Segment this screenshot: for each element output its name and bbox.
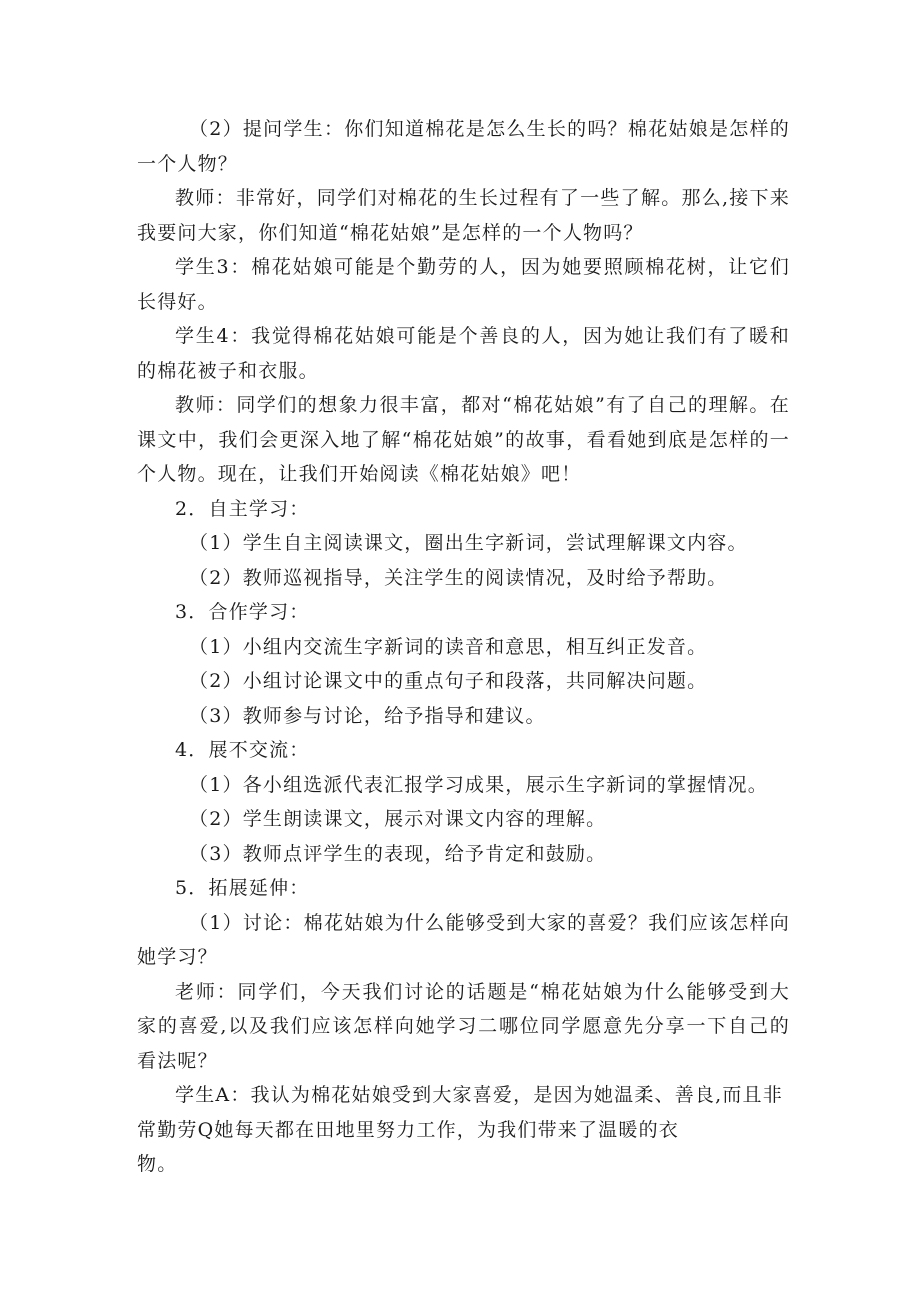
list-item-presentation-3: （3）教师点评学生的表现，给予肯定和鼓励。 [189, 842, 607, 865]
paragraph-student-a: 学生A：我认为棉花姑娘受到大家喜爱，是因为她温柔、善良,而且非常勤劳Q她每天都在田地里努力工作，为我们带来了温暖的衣 [137, 1084, 783, 1141]
paragraph-question-text: （2）提问学生：你们知道棉花是怎么生长的吗？棉花姑娘是怎样的一个人物？ [137, 118, 790, 175]
list-item-cooperative-2: （2）小组讨论课文中的重点句子和段落，共同解决问题。 [189, 670, 708, 692]
paragraph-teacher-1: 教师：非常好，同学们对棉花的生长过程有了一些了解。那么,接下来我要问大家，你们知道“棉花姑娘”是怎样的一个人物吗？ [137, 187, 790, 244]
heading-self-study: 2．自主学习： [175, 497, 310, 520]
list-item-extension-1-text: （1）讨论：棉花姑娘为什么能够受到大家的喜爱？我们应该怎样向她学习？ [137, 911, 790, 968]
list-item-cooperative-1: （1）小组内交流生字新词的读音和意思，相互纠正发音。 [189, 635, 708, 658]
list-item-extension-1 [137, 906, 790, 975]
list-item-presentation-2: （2）学生朗读课文，展示对课文内容的理解。 [189, 808, 607, 830]
heading-presentation: 4．展不交流： [175, 739, 310, 761]
paragraph-teacher-2: 教师：同学们的想象力很丰富，都对“棉花姑娘”有了自己的理解。在课文中，我们会更深入地了解“棉花姑娘”的故事，看看她到底是怎样的一个人物。现在，让我们开始阅读《棉花姑娘》吧！ [137, 394, 790, 485]
list-item-self-study-2: （2）教师巡视指导，关注学生的阅读情况，及时给予帮助。 [189, 566, 728, 589]
heading-cooperative-study: 3．合作学习： [175, 601, 310, 623]
list-item-cooperative-3: （3）教师参与讨论，给予指导和建议。 [189, 704, 546, 727]
paragraph-student-3: 学生3：棉花姑娘可能是个勤劳的人，因为她要照顾棉花树，让它们长得好。 [137, 256, 790, 313]
paragraph-student-a-tail: 物。 [137, 1153, 178, 1175]
paragraph-student-4: 学生4：我觉得棉花姑娘可能是个善良的人，因为她让我们有了暖和的棉花被子和衣服。 [137, 325, 790, 382]
list-item-presentation-1: （1）各小组选派代表汇报学习成果，展示生字新词的掌握情况。 [189, 773, 768, 796]
paragraph-question [137, 112, 790, 181]
paragraph-teacher-3: 老师：同学们，今天我们讨论的话题是“棉花姑娘为什么能够受到大家的喜爱,以及我们应该怎样向她学习二哪位同学愿意先分享一下自己的看法呢？ [137, 980, 790, 1072]
heading-extension: 5．拓展延伸： [175, 877, 310, 899]
list-item-self-study-1: （1）学生自主阅读课文，圈出生字新词，尝试理解课文内容。 [189, 532, 748, 554]
